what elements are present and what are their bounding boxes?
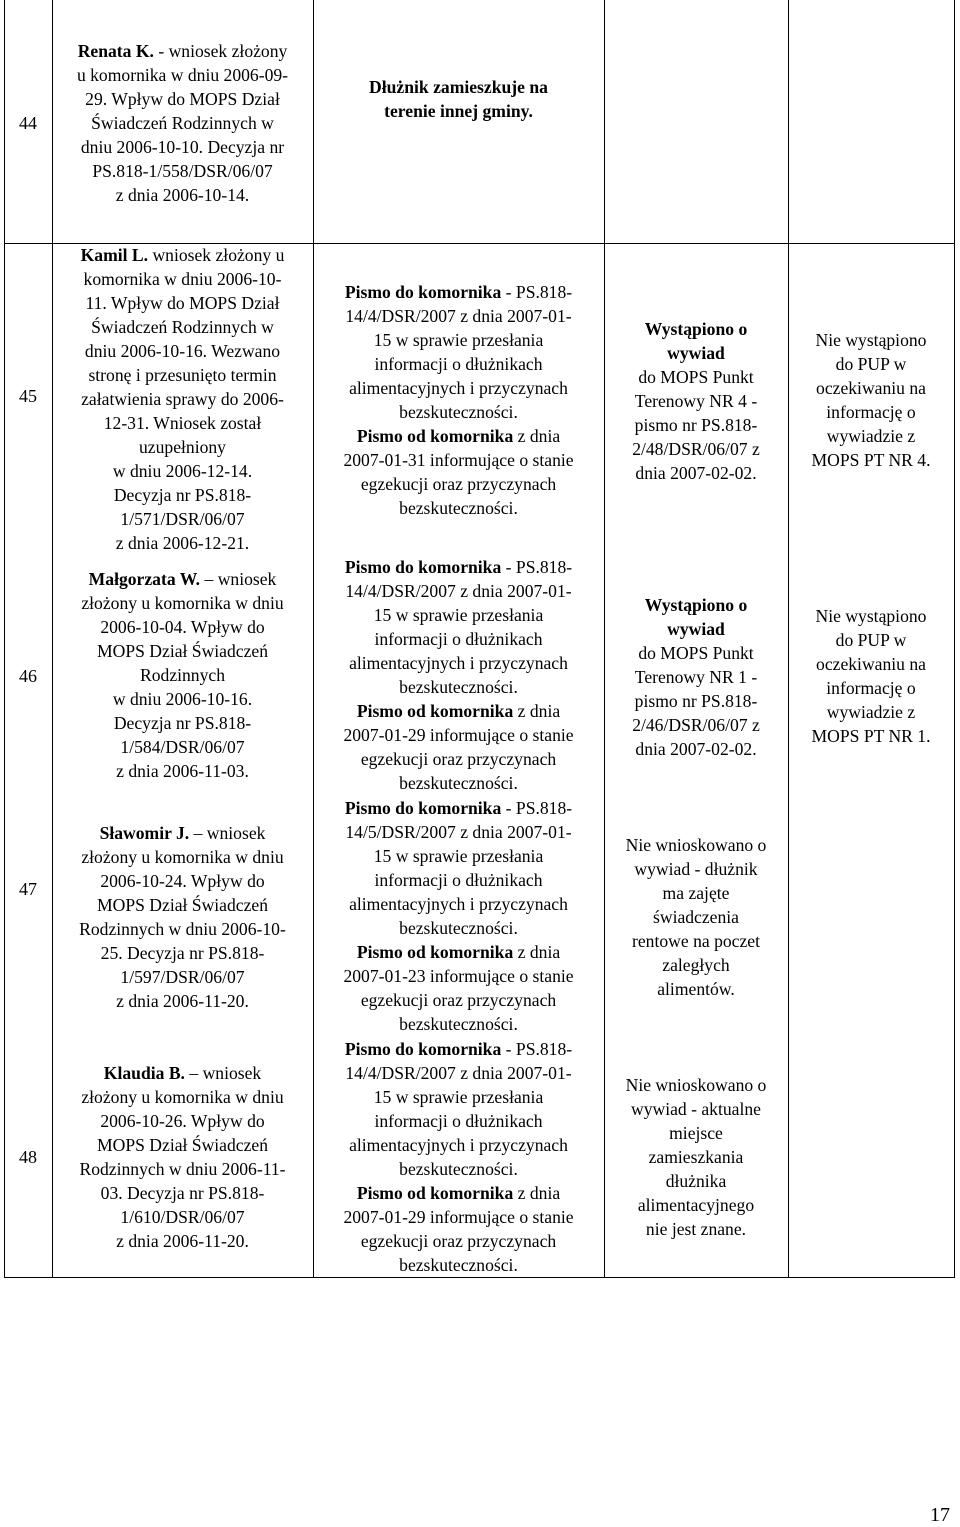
letter-from-bailiff: Pismo od komornika z dnia 2007-01-31 informujące o stanie egzekucji oraz przyczynach bezskuteczności. bbox=[343, 426, 574, 518]
debtor-name: Renata K. bbox=[77, 41, 154, 61]
interview-request: Nie wnioskowano o wywiad - dłużnik ma zajęte świadczenia rentowe na poczet zaległych alimentów. bbox=[625, 835, 767, 999]
letter-to-bailiff: Pismo do komornika - PS.818- 14/4/DSR/2007 z dnia 2007-01- 15 w sprawie przesłania informacji o dłużnikach alimentacyjnych i przyczynach bezskuteczności. bbox=[344, 557, 573, 697]
interview-request: Wystąpiono o wywiad do MOPS Punkt Terenowy NR 4 - pismo nr PS.818- 2/48/DSR/06/07 z dnia 2007-02-02. bbox=[632, 319, 760, 483]
debtor-name: Małgorzata W. bbox=[88, 569, 201, 589]
table-border-left bbox=[4, 0, 5, 1278]
row-number: 46 bbox=[19, 666, 37, 686]
row-number: 44 bbox=[19, 113, 37, 133]
case-description: Kamil L. wniosek złożony u komornika w dniu 2006-10- 11. Wpływ do MOPS Dział Świadczeń Rodzinnych w dniu 2006-10-16. Wezwano stronę i przesunięto termin załatwienia sprawy do 2006- 12-31. Wniosek został uzupełniony w dniu 2006-12-14. Decyzja nr PS.818- 1/571/DSR/06/07 z dnia 2006-12-21. bbox=[80, 245, 285, 553]
page-number: 17 bbox=[930, 1504, 950, 1526]
letter-to-bailiff: Pismo do komornika - PS.818- 14/5/DSR/2007 z dnia 2007-01- 15 w sprawie przesłania informacji o dłużnikach alimentacyjnych i przyczynach bezskuteczności. bbox=[344, 798, 573, 938]
letter-from-bailiff: Pismo od komornika z dnia 2007-01-29 informujące o stanie egzekucji oraz przyczynach bezskuteczności. bbox=[343, 701, 574, 793]
row-number: 48 bbox=[19, 1147, 37, 1167]
debtor-note: Dłużnik zamieszkuje na terenie innej gminy. bbox=[369, 77, 548, 121]
table-border-bottom bbox=[4, 1277, 955, 1278]
table-border-right bbox=[954, 0, 955, 1278]
row-number: 45 bbox=[19, 386, 37, 406]
case-description: Klaudia B. – wniosek złożony u komornika w dniu 2006-10-26. Wpływ do MOPS Dział Świadczeń Rodzinnych w dniu 2006-11- 03. Decyzja nr PS.818- 1/610/DSR/06/07 z dnia 2006-11-20. bbox=[79, 1063, 286, 1251]
case-description: Renata K. - wniosek złożony u komornika w dniu 2006-09- 29. Wpływ do MOPS Dział Świadczeń Rodzinnych w dniu 2006-10-10. Decyzja nr PS.818-1/558/DSR/06/07 z dnia 2006-10-14. bbox=[76, 41, 289, 205]
letter-from-bailiff: Pismo od komornika z dnia 2007-01-23 informujące o stanie egzekucji oraz przyczynach bezskuteczności. bbox=[343, 942, 574, 1034]
interview-request: Nie wnioskowano o wywiad - aktualne miejsce zamieszkania dłużnika alimentacyjnego nie jest znane. bbox=[625, 1075, 767, 1239]
pup-status: Nie wystąpiono do PUP w oczekiwaniu na informację o wywiadzie z MOPS PT NR 1. bbox=[811, 606, 931, 746]
letter-to-bailiff: Pismo do komornika - PS.818- 14/4/DSR/2007 z dnia 2007-01- 15 w sprawie przesłania informacji o dłużnikach alimentacyjnych i przyczynach bezskuteczności. bbox=[344, 1039, 573, 1179]
debtor-name: Sławomir J. bbox=[99, 823, 190, 843]
debtor-name: Kamil L. bbox=[80, 245, 149, 265]
debtor-name: Klaudia B. bbox=[103, 1063, 185, 1083]
pup-status: Nie wystąpiono do PUP w oczekiwaniu na informację o wywiadzie z MOPS PT NR 4. bbox=[811, 330, 931, 470]
row-number: 47 bbox=[19, 879, 37, 899]
case-description: Małgorzata W. – wniosek złożony u komornika w dniu 2006-10-04. Wpływ do MOPS Dział Świadczeń Rodzinnych w dniu 2006-10-16. Decyzja nr PS.818- 1/584/DSR/06/07 z dnia 2006-11-03. bbox=[81, 569, 284, 781]
case-description: Sławomir J. – wniosek złożony u komornika w dniu 2006-10-24. Wpływ do MOPS Dział Świadczeń Rodzinnych w dniu 2006-10- 25. Decyzja nr PS.818- 1/597/DSR/06/07 z dnia 2006-11-20. bbox=[79, 823, 286, 1011]
interview-request: Wystąpiono o wywiad do MOPS Punkt Terenowy NR 1 - pismo nr PS.818- 2/46/DSR/06/07 z dnia 2007-02-02. bbox=[632, 595, 760, 759]
letter-to-bailiff: Pismo do komornika - PS.818- 14/4/DSR/2007 z dnia 2007-01- 15 w sprawie przesłania informacji o dłużnikach alimentacyjnych i przyczynach bezskuteczności. bbox=[344, 282, 573, 422]
letter-from-bailiff: Pismo od komornika z dnia 2007-01-29 informujące o stanie egzekucji oraz przyczynach bezskuteczności. bbox=[343, 1183, 574, 1275]
